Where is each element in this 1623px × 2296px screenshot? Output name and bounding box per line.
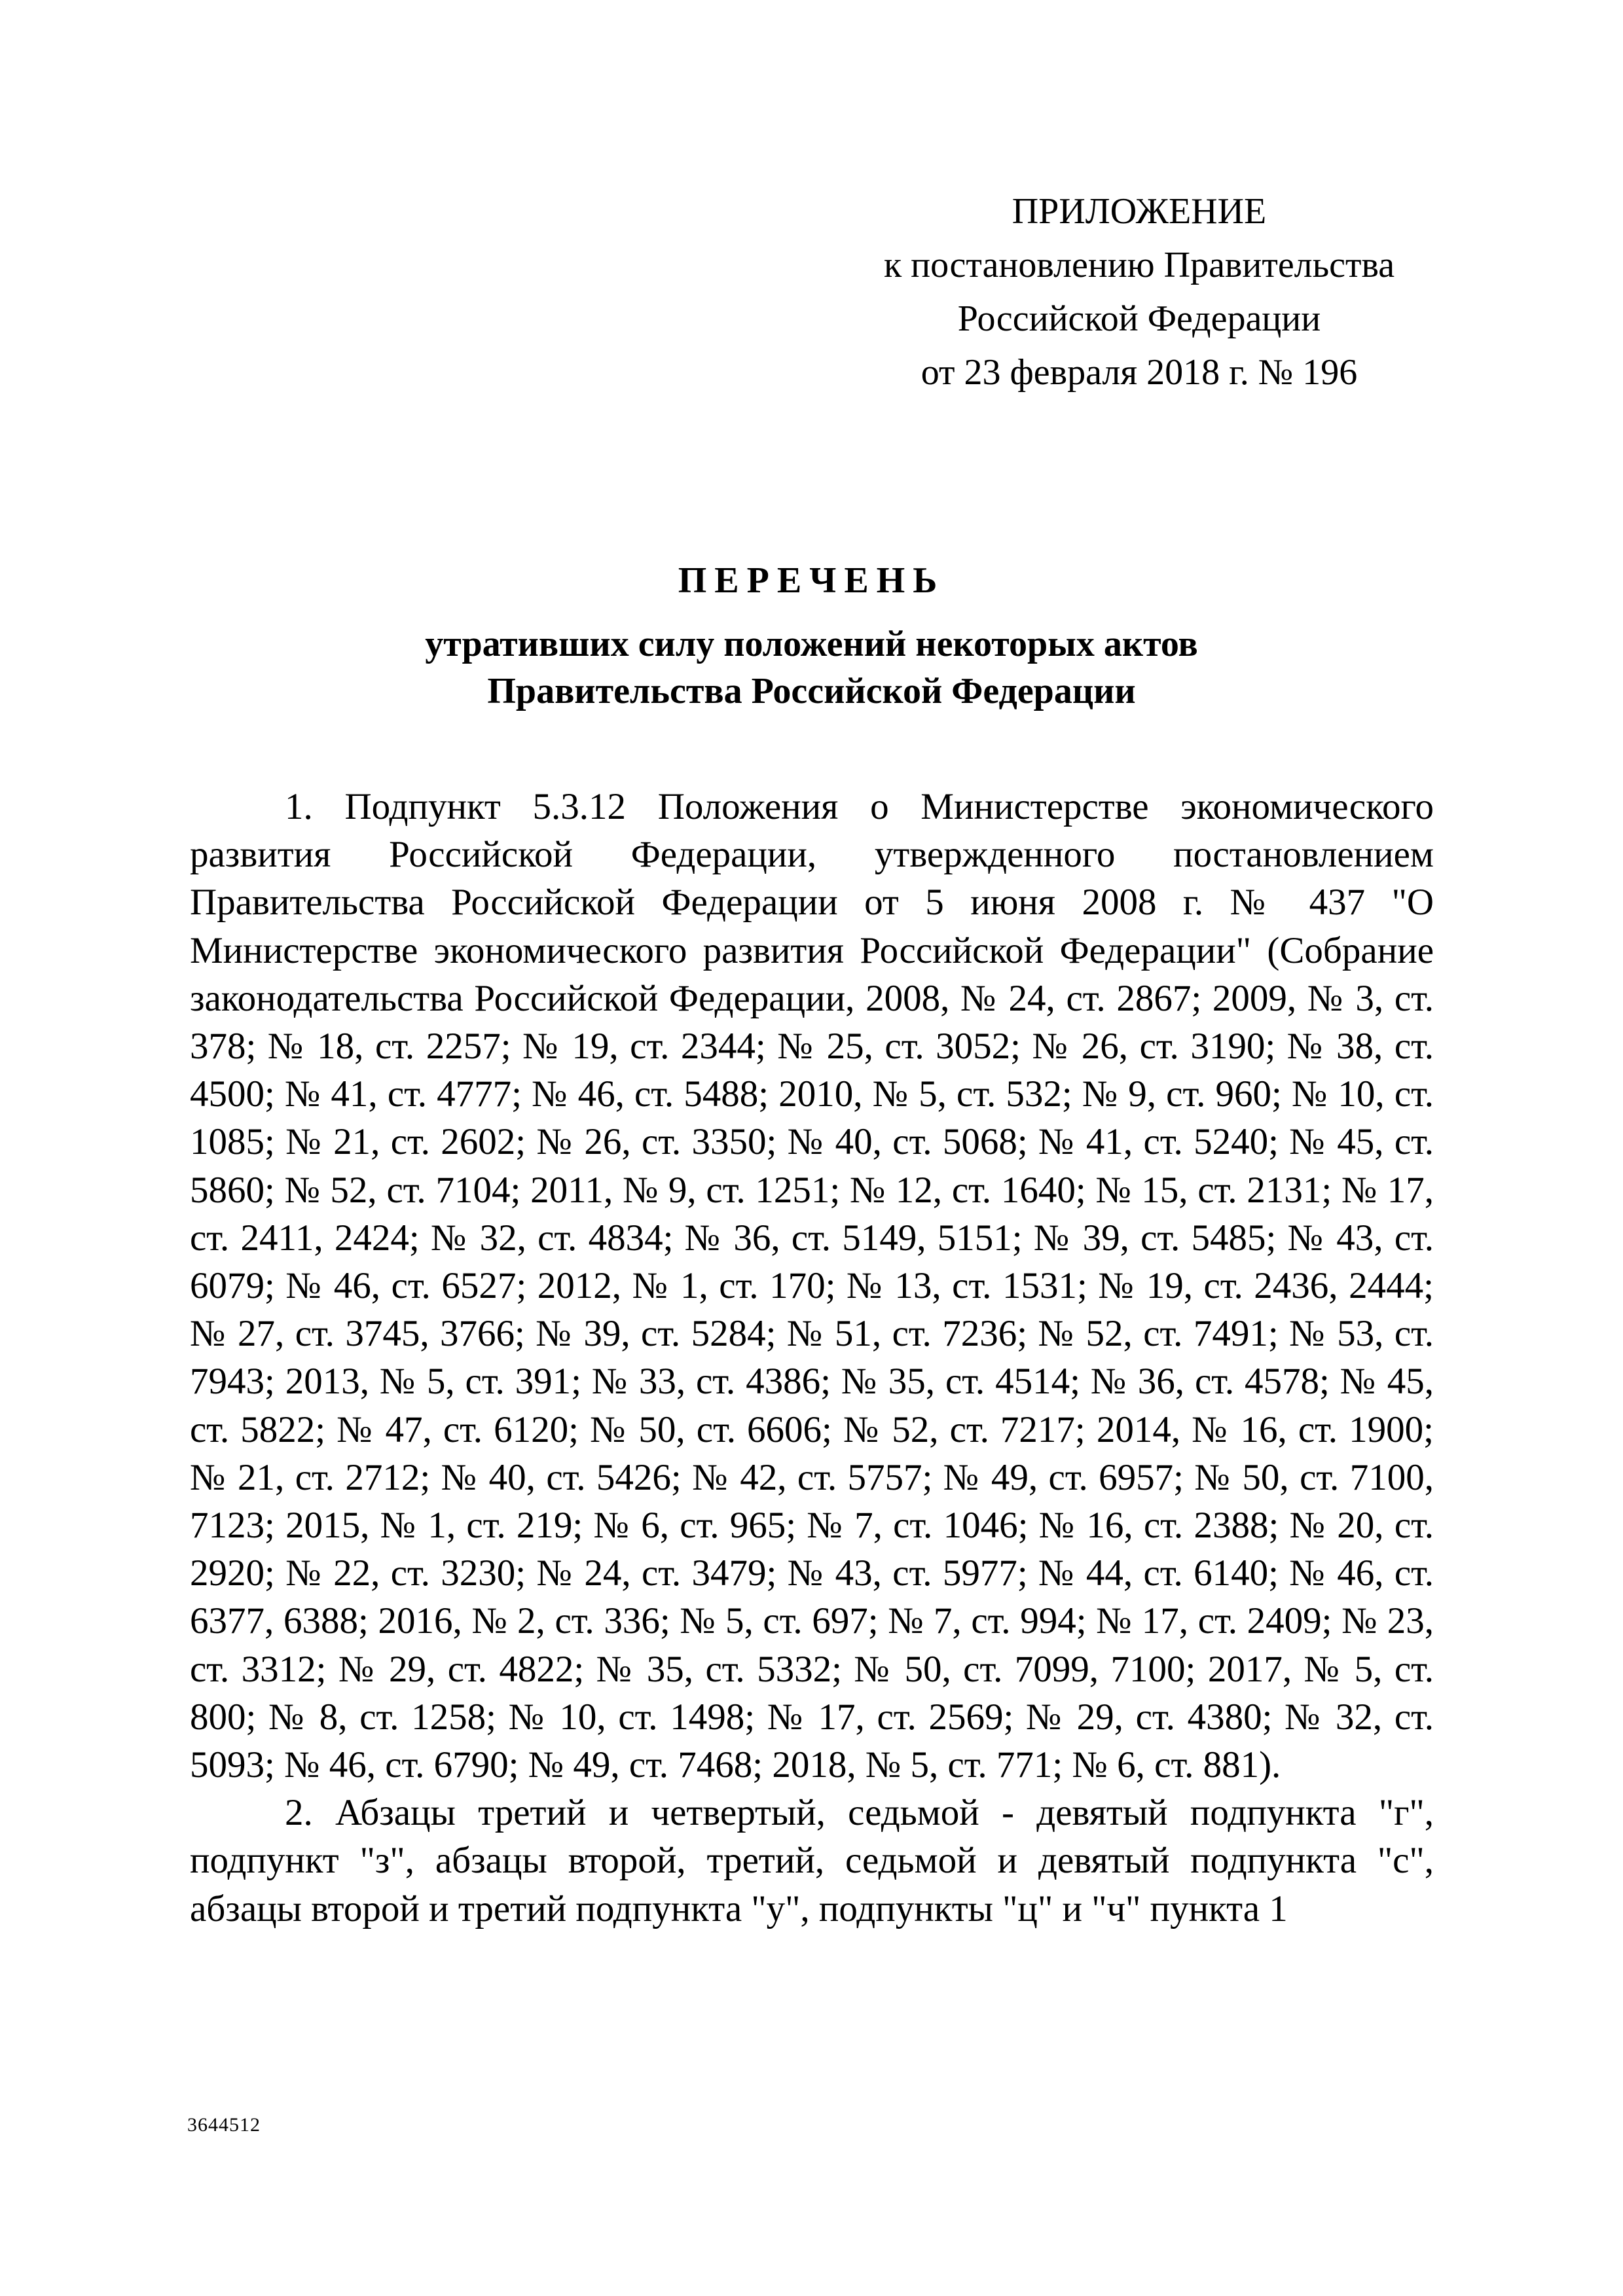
subtitle-line-2: Правительства Российской Федерации xyxy=(487,671,1136,711)
document-subtitle xyxy=(0,620,1623,715)
subtitle-line-1: утративших силу положений некоторых актов xyxy=(425,624,1198,664)
document-title: ПЕРЕЧЕНЬ xyxy=(678,560,945,601)
appendix-date-number: от 23 февраля 2018 г. № 196 xyxy=(921,352,1358,393)
appendix-line-1: к постановлению Правительства xyxy=(883,245,1395,285)
appendix-block xyxy=(845,185,1434,399)
document-code: 3644512 xyxy=(187,2114,261,2136)
appendix-line-2: Российской Федерации xyxy=(957,298,1321,339)
appendix-heading: ПРИЛОЖЕНИЕ xyxy=(1012,191,1267,232)
paragraph-2: 2. Абзацы третий и четвертый, седьмой - девятый подпункта "г", подпункт "з", абзацы второй, третий, седьмой и девятый подпункта "с", абзацы второй и третий подпункта "у", подпункты "ц" и "ч" пункта 1 xyxy=(190,1792,1434,1929)
paragraph-1: 1. Подпункт 5.3.12 Положения о Министерстве экономического развития Российской Федерации, утвержденного постановлением Правительства Российской Федерации от 5 июня 2008 г. № 437 "О Министерстве экономического развития Российской Федерации" (Собрание законодательства Российской Федерации, 2008, № 24, ст. 2867; 2009, № 3, ст. 378; № 18, ст. 2257; № 19, ст. 2344; № 25, ст. 3052; № 26, ст. 3190; № 38, ст. 4500; № 41, ст. 4777; № 46, ст. 5488; 2010, № 5, ст. 532; № 9, ст. 960; № 10, ст. 1085; № 21, ст. 2602; № 26, ст. 3350; № 40, ст. 5068; № 41, ст. 5240; № 45, ст. 5860; № 52, ст. 7104; 2011, № 9, ст. 1251; № 12, ст. 1640; № 15, ст. 2131; № 17, ст. 2411, 2424; № 32, ст. 4834; № 36, ст. 5149, 5151; № 39, ст. 5485; № 43, ст. 6079; № 46, ст. 6527; 2012, № 1, ст. 170; № 13, ст. 1531; № 19, ст. 2436, 2444; № 27, ст. 3745, 3766; № 39, ст. 5284; № 51, ст. 7236; № 52, ст. 7491; № 53, ст. 7943; 2013, № 5, ст. 391; № 33, ст. 4386; № 35, ст. 4514; № 36, ст. 4578; № 45, ст. 5822; № 47, ст. 6120; № 50, ст. 6606; № 52, ст. 7217; 2014, № 16, ст. 1900; № 21, ст. 2712; № 40, ст. 5426; № 42, ст. 5757; № 49, ст. 6957; № 50, ст. 7100, 7123; 2015, № 1, ст. 219; № 6, ст. 965; № 7, ст. 1046; № 16, ст. 2388; № 20, ст. 2920; № 22, ст. 3230; № 24, ст. 3479; № 43, ст. 5977; № 44, ст. 6140; № 46, ст. 6377, 6388; 2016, № 2, ст. 336; № 5, ст. 697; № 7, ст. 994; № 17, ст. 2409; № 23, ст. 3312; № 29, ст. 4822; № 35, ст. 5332; № 50, ст. 7099, 7100; 2017, № 5, ст. 800; № 8, ст. 1258; № 10, ст. 1498; № 17, ст. 2569; № 29, ст. 4380; № 32, ст. 5093; № 46, ст. 6790; № 49, ст. 7468; 2018, № 5, ст. 771; № 6, ст. 881). xyxy=(190,786,1434,1786)
document-body xyxy=(190,783,1434,1933)
